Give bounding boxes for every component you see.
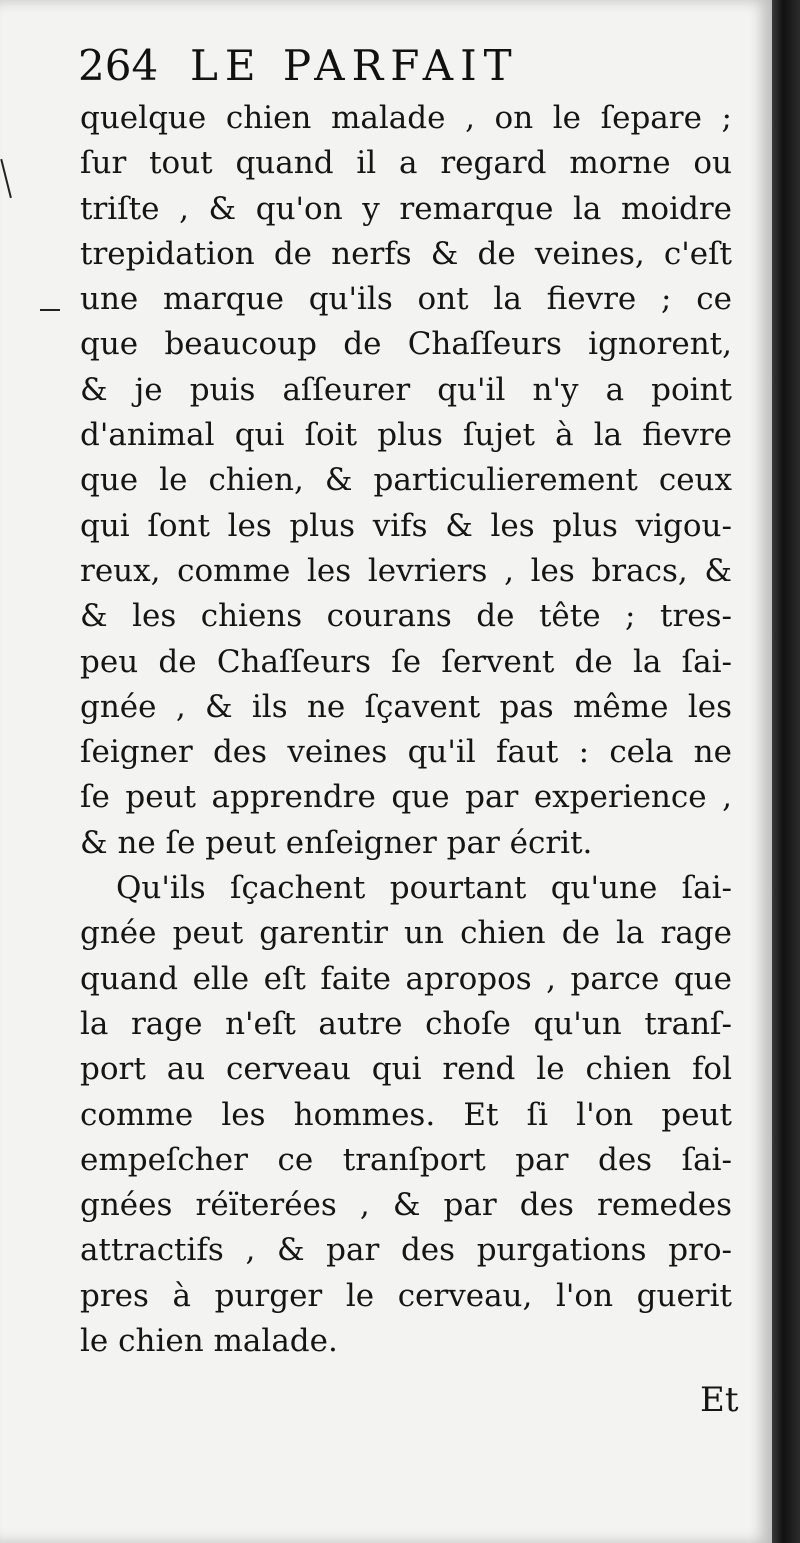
text-line: & les chiens courans de tête ; tres- xyxy=(80,598,732,635)
margin-dash xyxy=(40,309,60,311)
text-line: quand elle eſt faite apropos , parce que xyxy=(80,960,732,997)
text-line: & je puis aſſeurer qu'il n'y a point xyxy=(80,371,732,408)
paragraph-end-line: & ne ſe peut enſeigner par écrit. xyxy=(80,824,593,861)
catchword: Et xyxy=(700,1380,739,1420)
text-line: port au cerveau qui rend le chien fol xyxy=(80,1051,732,1088)
text-line: que beaucoup de Chaſſeurs ignorent, xyxy=(80,326,732,363)
text-line: triſte , & qu'on y remarque la moidre xyxy=(80,190,732,227)
text-line: la rage n'eſt autre choſe qu'un tranſ- xyxy=(80,1005,732,1042)
text-line: gnée peut garentir un chien de la rage xyxy=(80,915,732,952)
text-line: ſeigner des veines qu'il faut : cela ne xyxy=(80,734,732,771)
text-line: d'animal qui ſoit plus ſujet à la fievre xyxy=(80,417,732,454)
text-line: qui ſont les plus vifs & les plus vigou- xyxy=(80,507,732,544)
text-line: pres à purger le cerveau, l'on guerit xyxy=(80,1277,732,1314)
margin-mark xyxy=(0,158,15,198)
text-line: ſe peut apprendre que par experience , xyxy=(80,779,732,816)
paragraph-start-line: Qu'ils ſçachent pourtant qu'une ſai- xyxy=(116,870,732,907)
text-line: peu de Chaſſeurs ſe ſervent de la ſai- xyxy=(80,643,732,680)
text-line: que le chien, & particulierement ceux xyxy=(80,462,732,499)
body-text xyxy=(80,96,732,1364)
page-number: 264 xyxy=(78,41,159,90)
page-header xyxy=(78,38,519,94)
running-title: LE PARFAIT xyxy=(190,41,519,90)
text-line: reux, comme les levriers , les bracs, & xyxy=(80,552,732,589)
text-line: quelque chien malade , on le ſepare ; xyxy=(80,100,732,136)
text-line: gnées réïterées , & par des remedes xyxy=(80,1187,732,1224)
text-line: attractifs , & par des purgations pro- xyxy=(80,1232,732,1269)
text-line: comme les hommes. Et ſi l'on peut xyxy=(80,1096,732,1133)
text-line: une marque qu'ils ont la fievre ; ce xyxy=(80,281,732,318)
text-line: ſur tout quand il a regard morne ou xyxy=(80,145,732,182)
page-edge-shadow xyxy=(772,0,800,1543)
text-line: trepidation de nerfs & de veines, c'eſt xyxy=(80,235,732,272)
text-line: empeſcher ce tranſport par des ſai- xyxy=(80,1141,732,1178)
paragraph-end-line: le chien malade. xyxy=(80,1323,338,1360)
text-line: gnée , & ils ne ſçavent pas même les xyxy=(80,688,732,725)
